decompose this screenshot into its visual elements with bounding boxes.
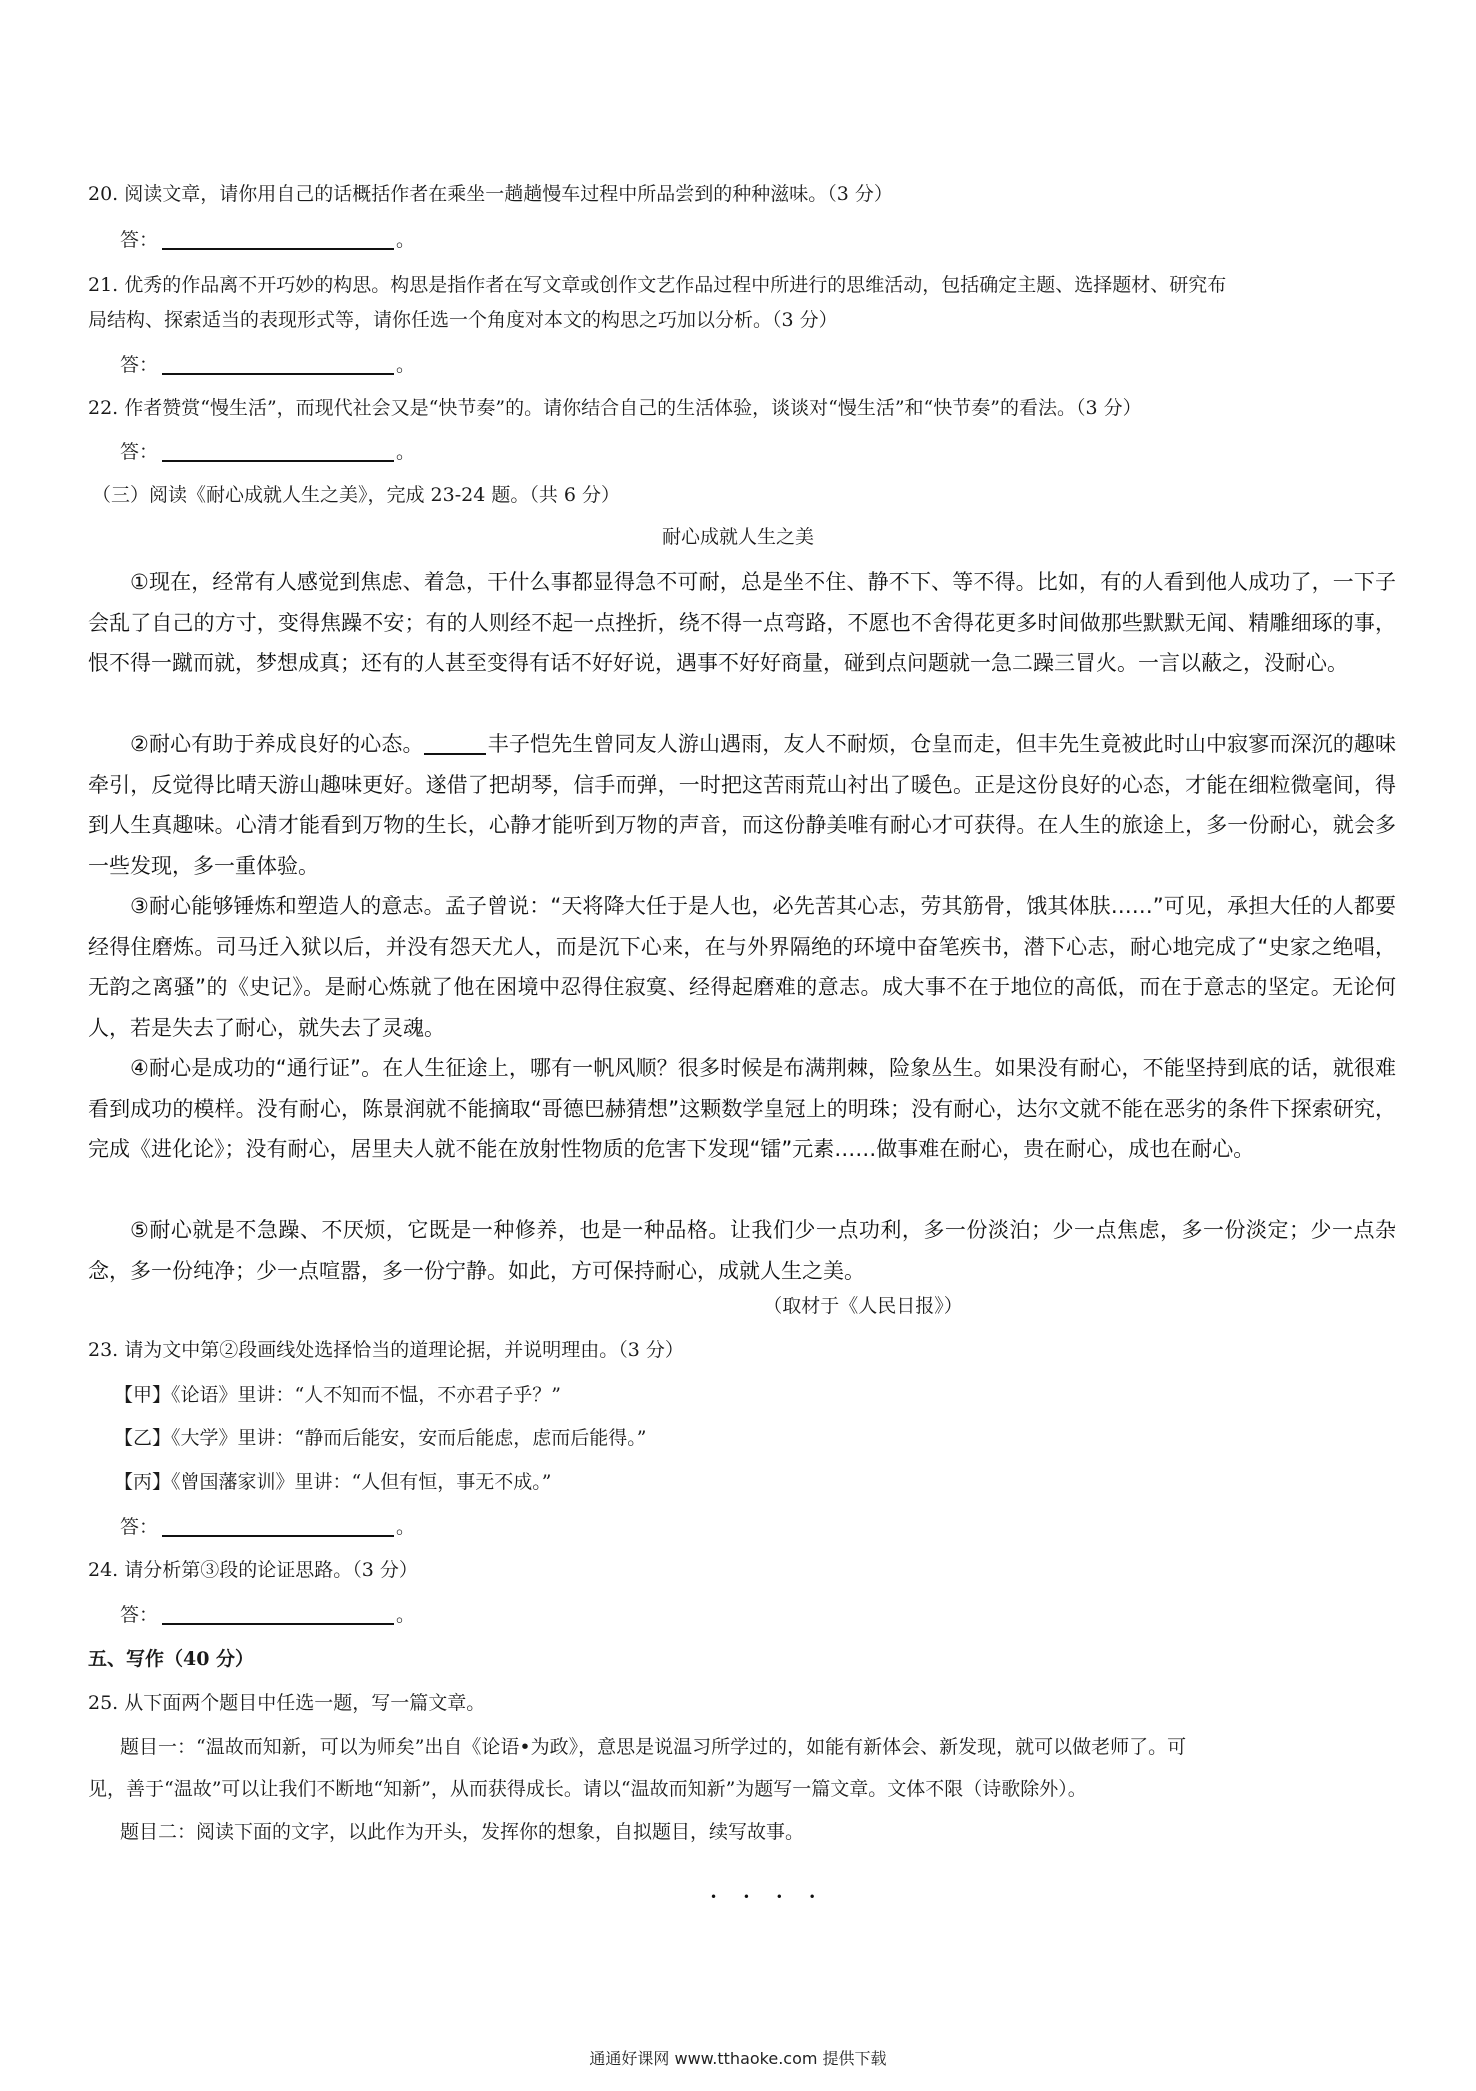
- question-22: 22. 作者赞赏“慢生活”，而现代社会又是“快节奏”的。请你结合自己的生活体验，谈谈对“慢生活”和“快节奏”的看法。（3 分）: [88, 397, 1142, 419]
- article-title: 耐心成就人生之美: [661, 526, 814, 548]
- question-21-line2: 局结构、探索适当的表现形式等，请你任选一个角度对本文的构思之巧加以分析。（3 分）: [88, 309, 838, 331]
- question-25: 25. 从下面两个题目中任选一题，写一篇文章。: [88, 1692, 486, 1714]
- article-paragraph-3: ③耐心能够锤炼和塑造人的意志。孟子曾说：“天将降大任于是人也，必先苦其心志，劳其筋骨，饿其体肤……”可见，承担大任的人都要经得住磨炼。司马迁入狱以后，并没有怨天尤人，而是沉下心来，在与外界隔绝的环境中奋笔疾书，潜下心志，耐心地完成了“史家之绝唱，无韵之离骚”的《史记》。是耐心炼就了他在困境中忍得住寂寞、经得起磨难的意志。成大事不在于地位的高低，而在于意志的坚定。无论何人，若是失去了耐心，就失去了灵魂。: [88, 894, 1396, 1040]
- footer-credit: 通通好课网 www.tthaoke.com 提供下载: [589, 2049, 887, 2068]
- answer-21: [120, 351, 415, 379]
- answer-blank-21[interactable]: [162, 353, 394, 375]
- article-paragraph-4: ④耐心是成功的“通行证”。在人生征途上，哪有一帆风顺？很多时候是布满荆棘，险象丛生。如果没有耐心，不能坚持到底的话，就很难看到成功的模样。没有耐心，陈景润就不能摘取“哥德巴赫猜想”这颗数学皇冠上的明珠；没有耐心，达尔文就不能在恶劣的条件下探索研究，完成《进化论》；没有耐心，居里夫人就不能在放射性物质的危害下发现“镭”元素……做事难在耐心，贵在耐心，成也在耐心。: [88, 1056, 1396, 1161]
- article-paragraph-5: ⑤耐心就是不急躁、不厌烦，它既是一种修养，也是一种品格。让我们少一点功利，多一份淡泊；少一点焦虑，多一份淡定；少一点杂念，多一份纯净；少一点喧嚣，多一份宁静。如此，方可保持耐心，成就人生之美。: [88, 1218, 1396, 1283]
- topic-1-line1: 题目一：“温故而知新，可以为师矣”出自《论语•为政》，意思是说温习所学过的，如能有新体会、新发现，就可以做老师了。可: [120, 1736, 1187, 1758]
- article-source: （取材于《人民日报》）: [763, 1295, 963, 1317]
- answer-23: [120, 1513, 415, 1541]
- answer-24: [120, 1601, 415, 1629]
- emphasis-dots: • • • •: [710, 1890, 827, 1904]
- answer-end: 。: [396, 441, 416, 463]
- answer-label: 答：: [120, 441, 159, 463]
- answer-20: [120, 226, 415, 254]
- section5-heading: 五、写作（40 分）: [88, 1648, 255, 1670]
- answer-blank-23[interactable]: [162, 1515, 394, 1537]
- question-20: 20. 阅读文章，请你用自己的话概括作者在乘坐一趟趟慢车过程中所品尝到的种种滋味。（3 分）: [88, 183, 893, 205]
- topic-1-line2: 见，善于“温故”可以让我们不断地“知新”，从而获得成长。请以“温故而知新”为题写一篇文章。文体不限（诗歌除外）。: [88, 1778, 1087, 1800]
- answer-blank-22[interactable]: [162, 440, 394, 462]
- answer-end: 。: [396, 354, 416, 376]
- underlined-blank[interactable]: [424, 733, 486, 755]
- article-paragraph-1: ①现在，经常有人感觉到焦虑、着急，干什么事都显得急不可耐，总是坐不住、静不下、等不得。比如，有的人看到他人成功了，一下子会乱了自己的方寸，变得焦躁不安；有的人则经不起一点挫折，绕不得一点弯路，不愿也不舍得花更多时间做那些默默无闻、精雕细琢的事，恨不得一蹴而就，梦想成真；还有的人甚至变得有话不好好说，遇事不好好商量，碰到点问题就一急二躁三冒火。一言以蔽之，没耐心。: [88, 570, 1396, 675]
- option-jia: 【甲】《论语》里讲：“人不知而不愠，不亦君子乎？”: [114, 1384, 561, 1406]
- answer-end: 。: [396, 1516, 416, 1538]
- answer-label: 答：: [120, 1604, 159, 1626]
- answer-end: 。: [396, 1604, 416, 1626]
- answer-blank-24[interactable]: [162, 1603, 394, 1625]
- answer-label: 答：: [120, 229, 159, 251]
- option-yi: 【乙】《大学》里讲：“静而后能安，安而后能虑，虑而后能得。”: [114, 1427, 647, 1449]
- question-21-line1: 21. 优秀的作品离不开巧妙的构思。构思是指作者在写文章或创作文艺作品过程中所进行的思维活动，包括确定主题、选择题材、研究布: [88, 274, 1227, 296]
- answer-label: 答：: [120, 354, 159, 376]
- question-23: 23. 请为文中第②段画线处选择恰当的道理论据，并说明理由。（3 分）: [88, 1339, 684, 1361]
- paragraph-2-claim: ②耐心有助于养成良好的心态。: [130, 732, 424, 756]
- answer-blank-20[interactable]: [162, 228, 394, 250]
- topic-2: 题目二：阅读下面的文字，以此作为开头，发挥你的想象，自拟题目，续写故事。: [120, 1821, 805, 1843]
- paragraph-2-body: 丰子恺先生曾同友人游山遇雨，友人不耐烦，仓皇而走，但丰先生竟被此时山中寂寥而深沉的趣味牵引，反觉得比晴天游山趣味更好。遂借了把胡琴，信手而弹，一时把这苦雨荒山衬出了暖色。正是这份良好的心态，才能在细粒微毫间，得到人生真趣味。心清才能看到万物的生长，心静才能听到万物的声音，而这份静美唯有耐心才可获得。在人生的旅途上，多一份耐心，就会多一些发现，多一重体验。: [88, 732, 1397, 878]
- answer-end: 。: [396, 229, 416, 251]
- question-24: 24. 请分析第③段的论证思路。（3 分）: [88, 1559, 418, 1581]
- option-bing: 【丙】《曾国藩家训》里讲：“人但有恒，事无不成。”: [114, 1471, 552, 1493]
- section3-intro: （三）阅读《耐心成就人生之美》，完成 23-24 题。（共 6 分）: [92, 484, 621, 506]
- answer-22: [120, 438, 415, 466]
- answer-label: 答：: [120, 1516, 159, 1538]
- article-paragraph-2: [88, 724, 1396, 886]
